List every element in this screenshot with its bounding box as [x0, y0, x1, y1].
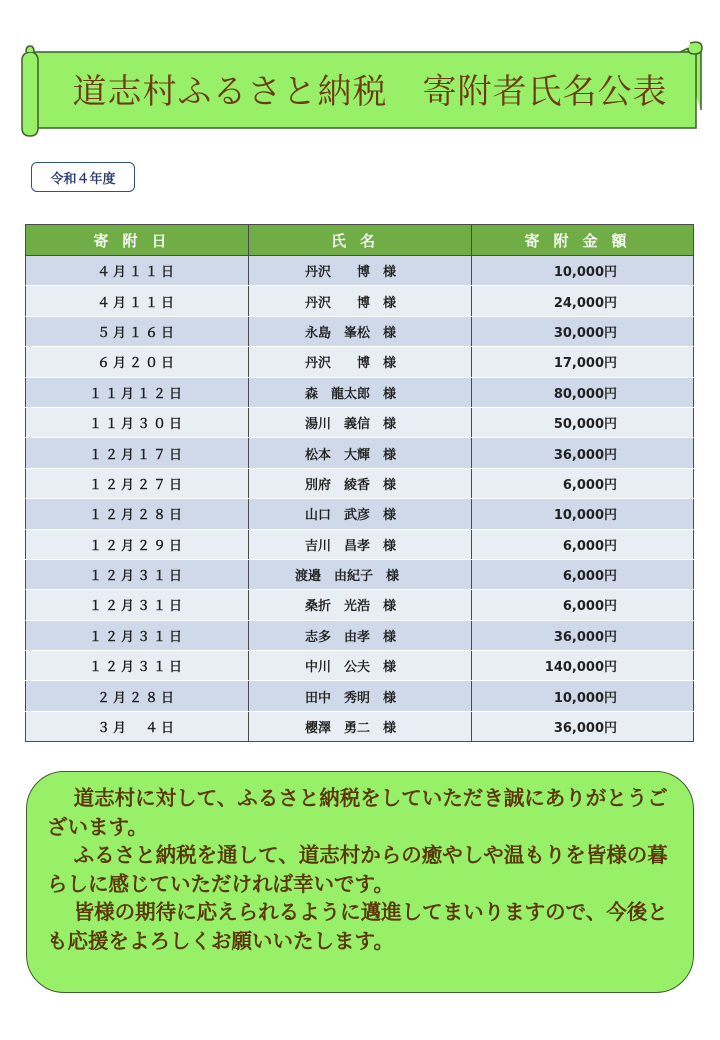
- donor-name: 吉川 昌孝 様: [249, 529, 472, 559]
- donor-name: 丹沢 博 様: [249, 286, 472, 316]
- table-row: [26, 347, 694, 377]
- donor-name: 櫻澤 勇二 様: [249, 711, 472, 741]
- donation-date: ２月２８日: [26, 681, 249, 711]
- thank-you-message: [26, 771, 694, 993]
- table-row: [26, 590, 694, 620]
- donation-date: １２月２７日: [26, 468, 249, 498]
- donor-name: 丹沢 博 様: [249, 256, 472, 286]
- donation-amount: 10,000円: [472, 256, 694, 286]
- table-row: [26, 499, 694, 529]
- donor-name: 湯川 義信 様: [249, 407, 472, 437]
- donation-date: １２月１７日: [26, 438, 249, 468]
- donation-date: ４月１１日: [26, 286, 249, 316]
- donor-name: 森 龍太郎 様: [249, 377, 472, 407]
- donation-date: ４月１１日: [26, 256, 249, 286]
- table-header-row: [26, 225, 694, 256]
- table-row: [26, 711, 694, 741]
- donor-name: 志多 由孝 様: [249, 620, 472, 650]
- donor-name: 別府 綾香 様: [249, 468, 472, 498]
- donation-amount: 6,000円: [472, 529, 694, 559]
- table-row: [26, 468, 694, 498]
- donation-date: １２月３１日: [26, 651, 249, 681]
- donor-table: [25, 224, 694, 742]
- donor-name: 永島 峯松 様: [249, 316, 472, 346]
- donation-date: ３月 ４日: [26, 711, 249, 741]
- table-row: [26, 681, 694, 711]
- fiscal-year-badge: 令和４年度: [31, 162, 135, 192]
- header-donation-amount: 寄附金額: [472, 225, 694, 256]
- donor-name: 中川 公夫 様: [249, 651, 472, 681]
- table-row: [26, 316, 694, 346]
- donation-amount: 36,000円: [472, 711, 694, 741]
- table-row: [26, 651, 694, 681]
- header-donor-name: 氏名: [249, 225, 472, 256]
- donation-date: ６月２０日: [26, 347, 249, 377]
- donation-amount: 6,000円: [472, 468, 694, 498]
- donor-name: 田中 秀明 様: [249, 681, 472, 711]
- donor-name: 桑折 光浩 様: [249, 590, 472, 620]
- title-banner: [18, 40, 704, 140]
- donor-name: 山口 武彦 様: [249, 499, 472, 529]
- donation-date: １２月３１日: [26, 590, 249, 620]
- donor-name: 渡邉 由紀子 様: [249, 559, 472, 589]
- table-row: [26, 620, 694, 650]
- donation-amount: 24,000円: [472, 286, 694, 316]
- table-row: [26, 377, 694, 407]
- table-row: [26, 286, 694, 316]
- table-row: [26, 438, 694, 468]
- donation-amount: 80,000円: [472, 377, 694, 407]
- donation-amount: 140,000円: [472, 651, 694, 681]
- donation-amount: 6,000円: [472, 559, 694, 589]
- donation-amount: 50,000円: [472, 407, 694, 437]
- donation-date: １２月３１日: [26, 559, 249, 589]
- header-donation-date: 寄附日: [26, 225, 249, 256]
- table-row: [26, 559, 694, 589]
- donation-date: １２月３１日: [26, 620, 249, 650]
- donor-name: 丹沢 博 様: [249, 347, 472, 377]
- donation-amount: 10,000円: [472, 681, 694, 711]
- table-row: [26, 407, 694, 437]
- donation-amount: 36,000円: [472, 620, 694, 650]
- table-row: [26, 529, 694, 559]
- message-paragraph: 皆様の期待に応えられるように邁進してまいりますので、今後とも応援をよろしくお願いいたします。: [47, 900, 668, 953]
- donation-date: １２月２９日: [26, 529, 249, 559]
- donation-amount: 17,000円: [472, 347, 694, 377]
- donor-name: 松本 大輝 様: [249, 438, 472, 468]
- donation-amount: 10,000円: [472, 499, 694, 529]
- donation-amount: 30,000円: [472, 316, 694, 346]
- donation-date: ５月１６日: [26, 316, 249, 346]
- donation-amount: 36,000円: [472, 438, 694, 468]
- table-row: [26, 256, 694, 286]
- donation-amount: 6,000円: [472, 590, 694, 620]
- donation-date: １１月１２日: [26, 377, 249, 407]
- page-title: 道志村ふるさと納税 寄附者氏名公表: [72, 71, 668, 112]
- message-paragraph: 道志村に対して、ふるさと納税をしていただき誠にありがとうございます。: [47, 786, 668, 839]
- donation-date: １１月３０日: [26, 407, 249, 437]
- donation-date: １２月２８日: [26, 499, 249, 529]
- message-paragraph: ふるさと納税を通して、道志村からの癒やしや温もりを皆様の暮らしに感じていただければ幸いです。: [47, 843, 668, 896]
